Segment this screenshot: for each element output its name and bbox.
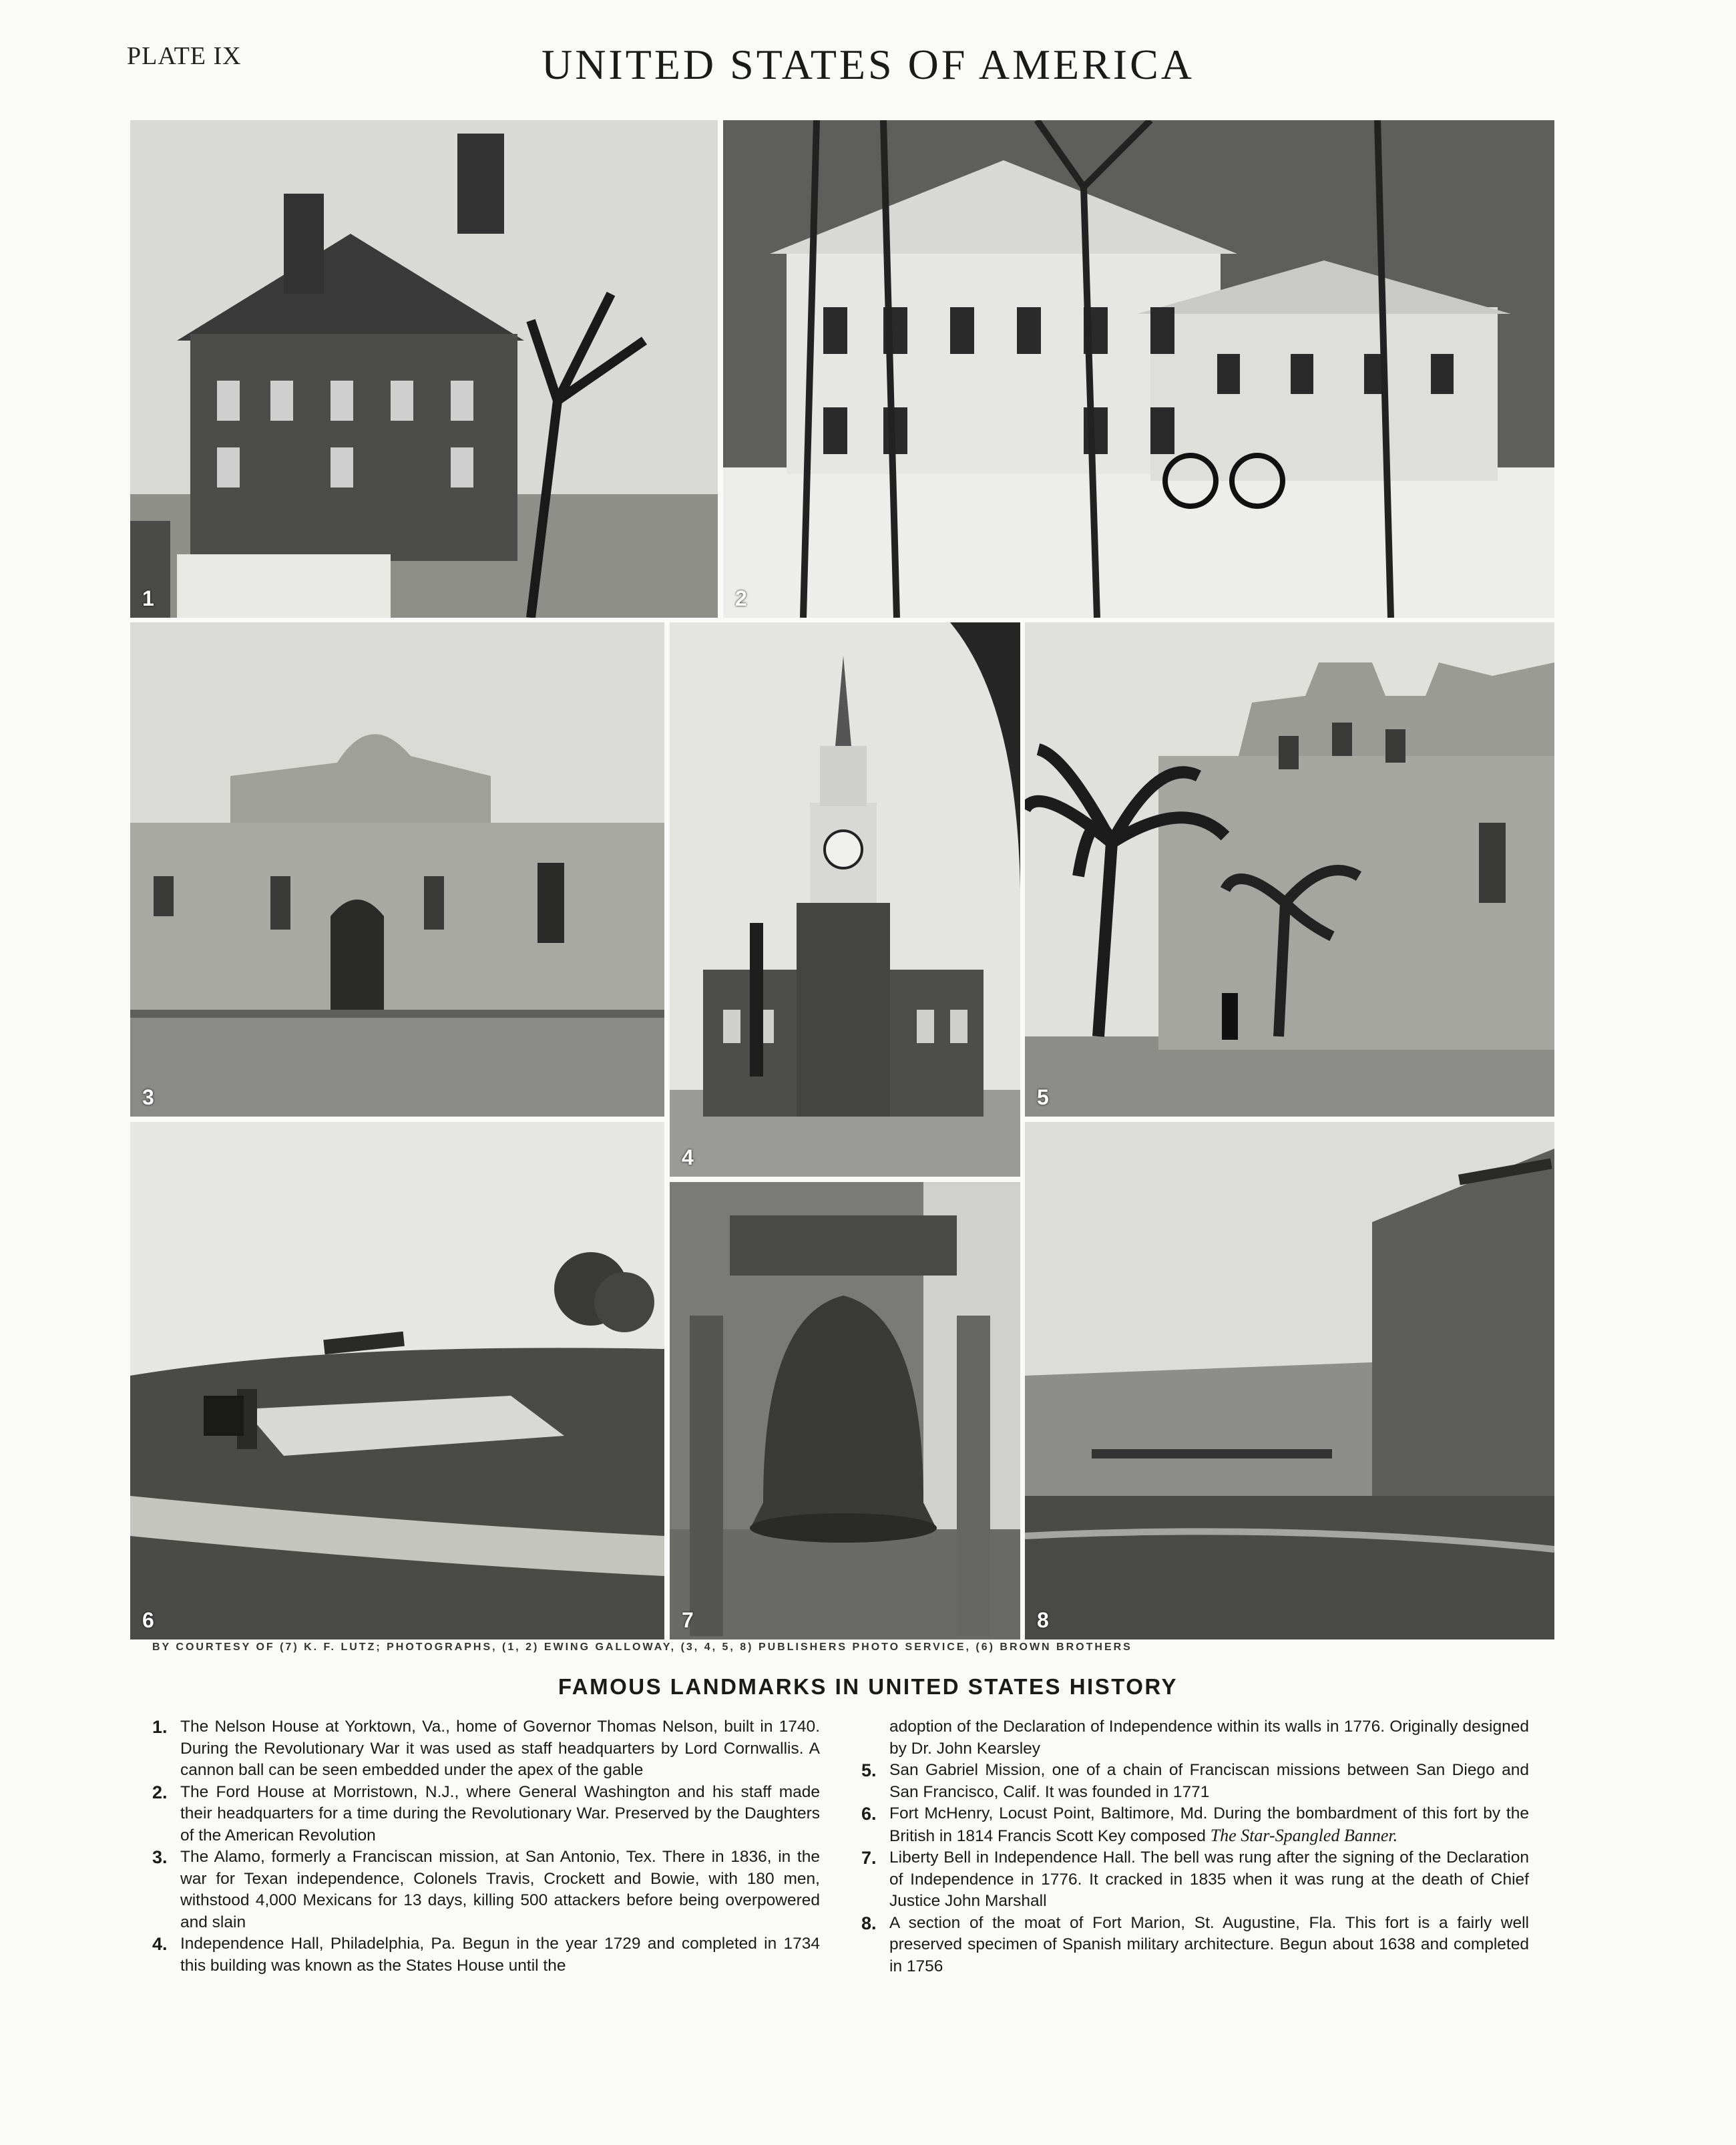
caption-number: 6. xyxy=(861,1804,877,1824)
photo-8 xyxy=(1025,1122,1554,1639)
bell-mission-icon xyxy=(1025,622,1554,1117)
captions-left-column xyxy=(152,1716,820,1977)
caption-text: The Ford House at Morristown, N.J., where General Washington and his staff made their headquarters for a time during the Revolutionary War. Preserved by the Daughters of the American Revolution xyxy=(180,1782,820,1844)
photo-4 xyxy=(670,622,1020,1177)
photo-number: 1 xyxy=(142,586,154,610)
caption-number: 1. xyxy=(152,1717,168,1737)
caption-number: 4. xyxy=(152,1934,168,1954)
caption-number: 7. xyxy=(861,1848,877,1868)
caption-text: Independence Hall, Philadelphia, Pa. Begun in the year 1729 and completed in 1734 this building was known as the States House until the xyxy=(180,1935,820,1975)
caption-item xyxy=(152,1933,820,1977)
photo-number: 5 xyxy=(1037,1085,1049,1109)
photo-number: 8 xyxy=(1037,1608,1049,1632)
snow-house-icon xyxy=(723,120,1554,618)
caption-number: 8. xyxy=(861,1913,877,1933)
caption-item xyxy=(152,1782,820,1847)
cannon-fort-icon xyxy=(130,1122,664,1639)
caption-number: 5. xyxy=(861,1760,877,1780)
caption-number: 3. xyxy=(152,1847,168,1867)
caption-item xyxy=(152,1846,820,1933)
liberty-bell-icon xyxy=(670,1182,1020,1639)
caption-italic-title: The Star-Spangled Banner. xyxy=(1210,1825,1398,1845)
photo-7 xyxy=(670,1182,1020,1639)
photo-5 xyxy=(1025,622,1554,1117)
photo-number: 2 xyxy=(735,586,747,610)
photo-2 xyxy=(723,120,1554,618)
photo-number: 3 xyxy=(142,1085,154,1109)
brick-house-icon xyxy=(130,120,718,618)
caption-item-continued xyxy=(861,1716,1529,1760)
photo-6 xyxy=(130,1122,664,1639)
caption-text: San Gabriel Mission, one of a chain of Franciscan missions between San Diego and San Francisco, Calif. It was founded in 1771 xyxy=(889,1761,1529,1801)
photo-3 xyxy=(130,622,664,1117)
caption-heading: FAMOUS LANDMARKS IN UNITED STATES HISTORY xyxy=(558,1674,1178,1699)
caption-text: The Alamo, formerly a Franciscan mission, at San Antonio, Tex. There in 1836, in the war for Texan independence, Colonels Travis, Crockett and Bowie, with 180 men, withstood 4,000 Mexicans for 13 days, killing 500 attackers before being overpowered and slain xyxy=(180,1848,820,1931)
photo-number: 4 xyxy=(682,1145,694,1169)
plate-label: PLATE IX xyxy=(127,42,242,70)
photo-1 xyxy=(130,120,718,618)
photo-credit: BY COURTESY OF (7) K. F. LUTZ; PHOTOGRAPHS, (1, 2) EWING GALLOWAY, (3, 4, 5, 8) PUBLISHERS PHOTO SERVICE, (6) BROWN BROTHERS xyxy=(152,1641,1132,1653)
caption-text: A section of the moat of Fort Marion, St. Augustine, Fla. This fort is a fairly well preserved specimen of Spanish military architecture. Begun about 1638 and completed in 1756 xyxy=(889,1913,1529,1975)
caption-item xyxy=(861,1803,1529,1847)
caption-text: adoption of the Declaration of Independence within its walls in 1776. Originally designed by Dr. John Kearsley xyxy=(889,1718,1529,1758)
clock-tower-icon xyxy=(670,622,1020,1177)
caption-text: The Nelson House at Yorktown, Va., home of Governor Thomas Nelson, built in 1740. During the Revolutionary War it was used as staff headquarters by Lord Cornwallis. A cannon ball can be seen embedded under the apex of the gable xyxy=(180,1718,820,1779)
caption-number: 2. xyxy=(152,1782,168,1802)
caption-item xyxy=(152,1716,820,1782)
captions-right-column xyxy=(861,1716,1529,1977)
moat-fort-icon xyxy=(1025,1122,1554,1639)
photo-number: 7 xyxy=(682,1608,694,1632)
page-title: UNITED STATES OF AMERICA xyxy=(541,41,1195,88)
caption-item xyxy=(861,1760,1529,1803)
caption-item xyxy=(861,1847,1529,1913)
caption-item xyxy=(861,1913,1529,1978)
photo-number: 6 xyxy=(142,1608,154,1632)
caption-text: Liberty Bell in Independence Hall. The bell was rung after the signing of the Declaration of Independence in 1776. It cracked in 1835 when it was rung at the death of Chief Justice John Marshall xyxy=(889,1848,1529,1910)
caption-text: Fort McHenry, Locust Point, Baltimore, Md. During the bombardment of this fort by the British in 1814 Francis Scott Key composed xyxy=(889,1804,1529,1845)
mission-facade-icon xyxy=(130,622,664,1117)
